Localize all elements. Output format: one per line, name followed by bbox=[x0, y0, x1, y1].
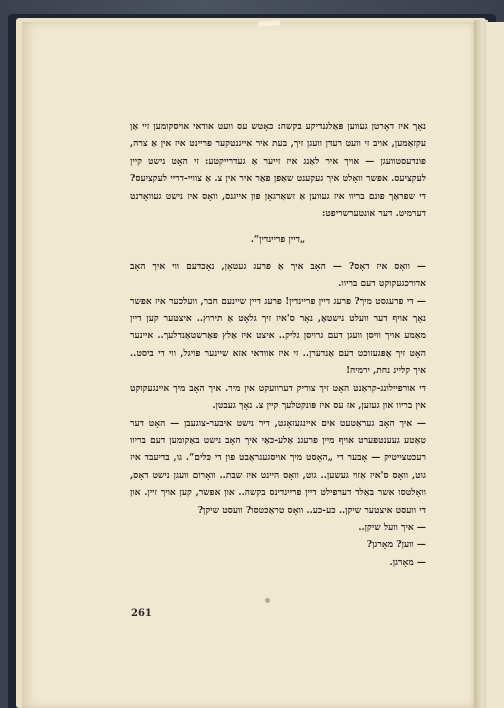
dialogue-line: — ווען? מאָרגן? bbox=[366, 539, 426, 551]
paragraph: — איך האָב געראַטעט אים איינגעזאָגט, דיר נישט איבער-צוגעבן — האָט דער טאַטע געענטפערט אויף מיין פרעגנ אַלע-כאַי איך האָב נישט באַקומען דעם בריוו רעכטצייטיק — אָבער די „האָסט מיך אויסגעגראַבט פון די כּלים“. גו, בדיעבד איז גוט, וואָס ס'איז אַזוי געשען.. גוט, וואָס היינט איז שבת.. וואָרום וועגן נישט דאָס, וואָלטסו אשר באַלד דערפילט דיין פריינדינס בקשה.. און אפשר, קען אויך זיין. און די וועסט איצטער שיקן.. כע-כע.. וואָס טראַכטסו? וועסט שיקן? bbox=[130, 417, 426, 516]
signature-line: „דיין פריינדין“. bbox=[250, 234, 306, 246]
paper-speck bbox=[265, 598, 270, 603]
paragraph: די אורפיילונג-קראַנט האָט זיך צוריק דערוועקט אין מיר. איך האָב מיך איינגעקוקט אין בריוו און געזען, אז עס איז פּונקטלעך קיין צ. נאָך געבטן. bbox=[130, 382, 426, 412]
paragraph: — די פרעגסט מיך? פרעג דיין פריינדין! פרעג דיין שיינעם חבר, וועלכער איז אפשר נאָך אויף דער וועלט נישטאָ, נאָר ס'איז זיך גלאָט אַ תירוץ.. איצטער קען דיין מאַמע אויך וויסן וועגן דעם גרויסן גליק.. איצט איז אַלץ פאַרשטאַנדלעך.. איינער האָט זיך אָפּגעזוכט דעם אַנדערן.. זי איז אוודאי אזא שיינער פויגל, ווי די ביסט.. איך קליינ נחת, ירמיה! bbox=[130, 295, 426, 377]
dialogue-line: — מאָרגן. bbox=[389, 556, 426, 568]
dialogue-line: — איך וועל שיקן.. bbox=[358, 521, 426, 533]
paragraph: — וואָס איז דאָס? — האָב איך אַ פרעג געטאָן, נאָכדעם ווי איך האָב אדורכגעקוקט דעם בריוו. bbox=[130, 260, 426, 290]
facing-page-edge bbox=[486, 22, 504, 708]
page-number: 261 bbox=[131, 608, 152, 619]
page-text bbox=[130, 118, 426, 571]
paragraph: נאָך איז דאָרטן געווען פּאַלגנדיקע בקשה: כאָטש עס וועט אודאי אויסקומען זיי אַן עקזאַמען, אויב זי וועט רעדן וועגן זיך, בעת איר אייגנטקער פריינט איז אין אַ צרה, פונדעסטוועגן — אויך איר לאַנג איז זייער אַ געדרייקטע: זי האָט נישט קיין לעקציעס. אפשר וואָלט איך געקענט שאַפן פאַר איר אין צ. אַ צוויי-דריי לעקציעס? די שפראַך פונם בריוו איז געווען אַ זשאַרגאָן פון אייגנס, וואָס איז נישט געוואָרנט דערמיט. דער אונטערשריפט: bbox=[130, 121, 426, 220]
